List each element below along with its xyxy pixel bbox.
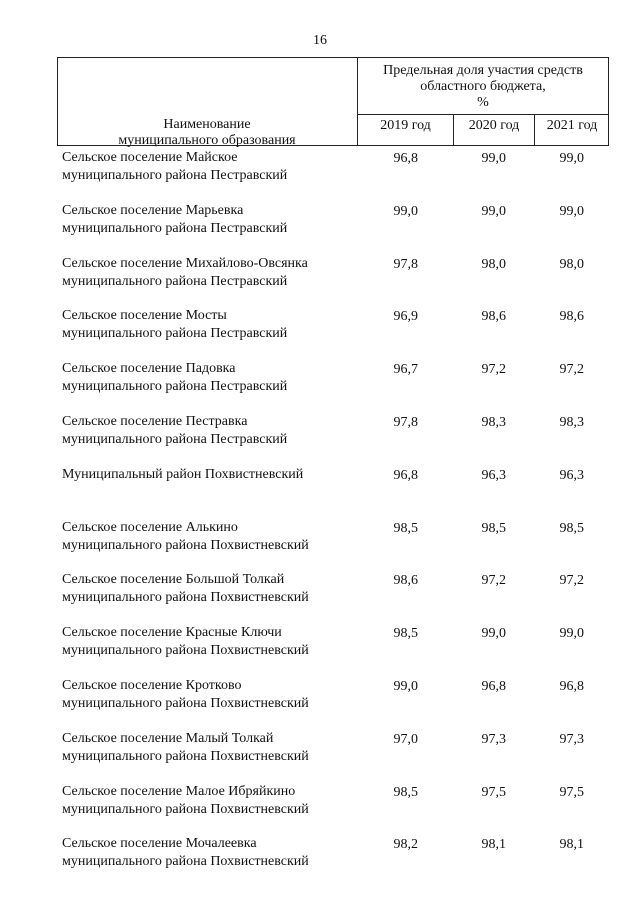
header-share-line-2: областного бюджета, — [420, 79, 546, 94]
share-value-2019: 98,5 — [393, 784, 418, 800]
header-year-2019: 2019 год — [380, 118, 431, 133]
share-value-2019: 99,0 — [393, 679, 418, 694]
share-value-2021: 96,3 — [559, 467, 584, 483]
share-value-2019: 98,2 — [393, 837, 418, 853]
municipality-name-line: Сельское поселение Малое Ибряйкино — [62, 783, 296, 799]
municipality-name — [62, 202, 362, 238]
municipality-name — [62, 519, 362, 555]
header-name-line-1: Наименование — [163, 117, 251, 132]
header-year-2020: 2020 год — [468, 118, 520, 133]
share-value-2021: 99,0 — [559, 626, 584, 642]
municipality-name — [62, 466, 362, 484]
municipality-name-line: муниципального района Пестравский — [62, 168, 288, 183]
municipality-name — [62, 307, 362, 343]
municipality-name — [62, 149, 362, 185]
municipality-name-line: Сельское поселение Алькино — [62, 519, 238, 535]
share-value-2019: 97,0 — [393, 731, 418, 747]
header-name-column — [57, 117, 357, 149]
share-value-2021: 97,2 — [559, 362, 584, 378]
share-value-2020: 99,0 — [481, 151, 506, 166]
share-value-2019: 96,7 — [393, 362, 418, 378]
share-value-2019: 97,8 — [393, 256, 418, 272]
municipality-name-line: Муниципальный район Похвистневский — [62, 466, 304, 482]
share-value-2021: 96,8 — [559, 679, 584, 694]
municipality-name-line: муниципального района Пестравский — [62, 220, 288, 236]
municipality-name — [62, 677, 362, 713]
share-value-2021: 98,0 — [559, 256, 584, 272]
share-value-2020: 98,0 — [481, 256, 506, 272]
share-value-2020: 97,2 — [481, 362, 506, 378]
municipality-name — [62, 255, 362, 291]
share-value-2020: 96,3 — [481, 467, 506, 483]
municipality-name-line: муниципального района Пестравский — [62, 379, 288, 395]
municipality-name-line: Сельское поселение Пестравка — [62, 414, 248, 429]
share-value-2020: 97,3 — [481, 731, 506, 747]
municipality-name-line: Сельское поселение Падовка — [62, 361, 236, 377]
municipality-name-line: муниципального района Похвистневский — [62, 748, 309, 764]
header-share-line-3: % — [477, 95, 489, 110]
share-value-2021: 98,6 — [559, 309, 584, 325]
share-value-2020: 96,8 — [481, 679, 506, 694]
share-value-2021: 99,0 — [559, 151, 584, 166]
share-value-2021: 98,3 — [559, 415, 584, 430]
municipality-name-line: муниципального района Похвистневский — [62, 643, 309, 659]
share-value-2020: 98,1 — [481, 837, 506, 853]
municipality-name — [62, 730, 362, 766]
share-value-2020: 97,5 — [481, 784, 506, 800]
municipality-name-line: Сельское поселение Красные Ключи — [62, 625, 282, 641]
municipality-name — [62, 783, 362, 819]
municipality-name — [62, 835, 362, 871]
municipality-name-line: муниципального района Похвистневский — [62, 854, 309, 870]
share-value-2019: 96,8 — [393, 151, 418, 166]
share-value-2020: 98,6 — [481, 309, 506, 325]
municipality-name-line: муниципального района Похвистневский — [62, 801, 309, 817]
share-value-2020: 97,2 — [481, 573, 506, 589]
header-year-2021: 2021 год — [546, 118, 598, 133]
share-value-2019: 98,5 — [393, 520, 418, 536]
municipality-name-line: муниципального района Пестравский — [62, 432, 288, 447]
municipality-name-line: муниципального района Похвистневский — [62, 696, 309, 711]
municipality-name-line: муниципального района Похвистневский — [62, 590, 309, 606]
share-value-2020: 98,3 — [481, 415, 506, 430]
header-share-column — [358, 63, 608, 111]
header-name-line-2: муниципального образования — [118, 133, 296, 148]
municipality-name-line: муниципального района Пестравский — [62, 326, 288, 342]
share-value-2019: 96,8 — [393, 467, 418, 483]
share-value-2020: 98,5 — [481, 520, 506, 536]
municipality-name — [62, 571, 362, 607]
municipality-name-line: Сельское поселение Кротково — [62, 678, 242, 693]
share-value-2020: 99,0 — [481, 626, 506, 642]
share-value-2019: 98,6 — [393, 573, 418, 589]
share-value-2019: 98,5 — [393, 626, 418, 642]
municipality-name-line: Сельское поселение Марьевка — [62, 202, 244, 218]
municipality-name-line: Сельское поселение Майское — [62, 150, 238, 165]
share-value-2021: 97,2 — [559, 573, 584, 589]
share-value-2021: 97,3 — [559, 731, 584, 747]
municipality-name-line: Сельское поселение Большой Толкай — [62, 572, 285, 588]
share-value-2021: 98,1 — [559, 837, 584, 853]
page-number: 16 — [313, 33, 327, 48]
municipality-name-line: Сельское поселение Мосты — [62, 308, 227, 324]
municipality-name-line: Сельское поселение Михайлово-Овсянка — [62, 255, 308, 271]
share-value-2019: 99,0 — [393, 203, 418, 219]
municipality-name-line: Сельское поселение Малый Толкай — [62, 730, 274, 746]
header-share-line-1: Предельная доля участия средств — [383, 63, 583, 78]
municipality-name — [62, 624, 362, 660]
share-value-2019: 96,9 — [393, 309, 418, 325]
share-value-2021: 97,5 — [559, 784, 584, 800]
municipality-name — [62, 360, 362, 396]
divider-years-row — [357, 114, 609, 115]
share-value-2021: 98,5 — [559, 520, 584, 536]
share-value-2019: 97,8 — [393, 415, 418, 430]
municipality-name-line: Сельское поселение Мочалеевка — [62, 836, 257, 852]
municipality-name-line: муниципального района Похвистневский — [62, 537, 309, 553]
share-value-2020: 99,0 — [481, 203, 506, 219]
municipality-name — [62, 413, 362, 449]
share-value-2021: 99,0 — [559, 203, 584, 219]
municipality-name-line: муниципального района Пестравский — [62, 273, 288, 289]
